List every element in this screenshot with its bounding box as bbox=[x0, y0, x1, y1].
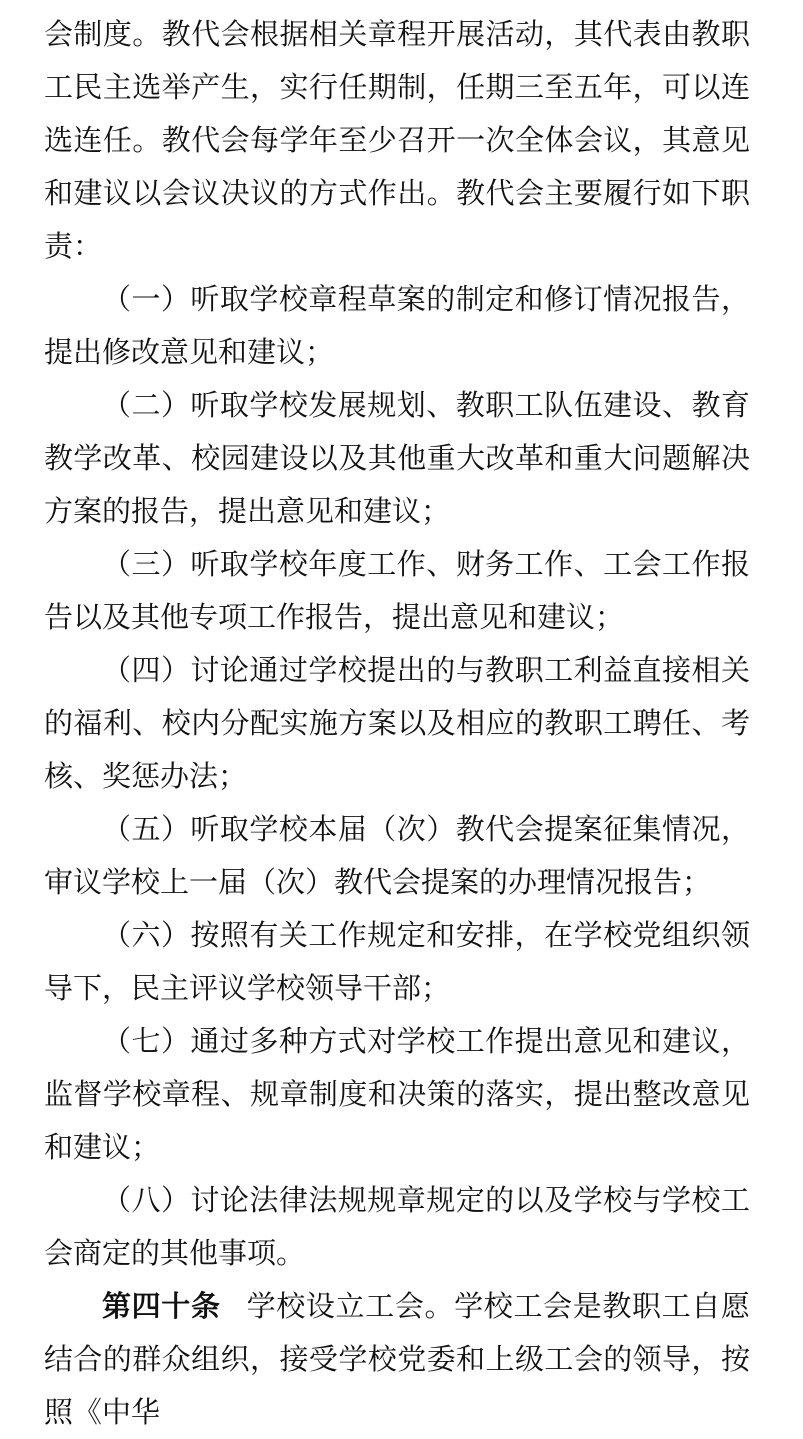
duty-item-7: （七）通过多种方式对学校工作提出意见和建议，监督学校章程、规章制度和决策的落实，提出整改意见和建议； bbox=[44, 1024, 750, 1164]
duty-item-2: （二）听取学校发展规划、教职工队伍建设、教育教学改革、校园建设以及其他重大改革和重大问题解决方案的报告，提出意见和建议； bbox=[44, 388, 750, 528]
duty-item-1: （一）听取学校章程草案的制定和修订情况报告，提出修改意见和建议； bbox=[44, 282, 750, 369]
duty-item-5: （五）听取学校本届（次）教代会提案征集情况，审议学校上一届（次）教代会提案的办理情况报告； bbox=[44, 812, 750, 899]
duty-item-6: （六）按照有关工作规定和安排，在学校党组织领导下，民主评议学校领导干部； bbox=[44, 918, 750, 1005]
duty-item-3: （三）听取学校年度工作、财务工作、工会工作报告以及其他专项工作报告，提出意见和建议； bbox=[44, 547, 750, 634]
article-paragraph bbox=[44, 1280, 750, 1439]
article-heading: 第四十条 bbox=[102, 1289, 221, 1323]
document-page bbox=[44, 8, 750, 1439]
intro-paragraph: 会制度。教代会根据相关章程开展活动，其代表由教职工民主选举产生，实行任期制，任期三至五年，可以连选连任。教代会每学年至少召开一次全体会议，其意见和建议以会议决议的方式作出。教代会主要履行如下职责： bbox=[44, 17, 750, 263]
duty-item-4: （四）讨论通过学校提出的与教职工利益直接相关的福利、校内分配实施方案以及相应的教职工聘任、考核、奖惩办法； bbox=[44, 653, 750, 793]
duty-item-8: （八）讨论法律法规规章规定的以及学校与学校工会商定的其他事项。 bbox=[44, 1183, 750, 1270]
article-body: 学校设立工会。学校工会是教职工自愿结合的群众组织，接受学校党委和上级工会的领导，按照《中华 bbox=[44, 1289, 750, 1429]
